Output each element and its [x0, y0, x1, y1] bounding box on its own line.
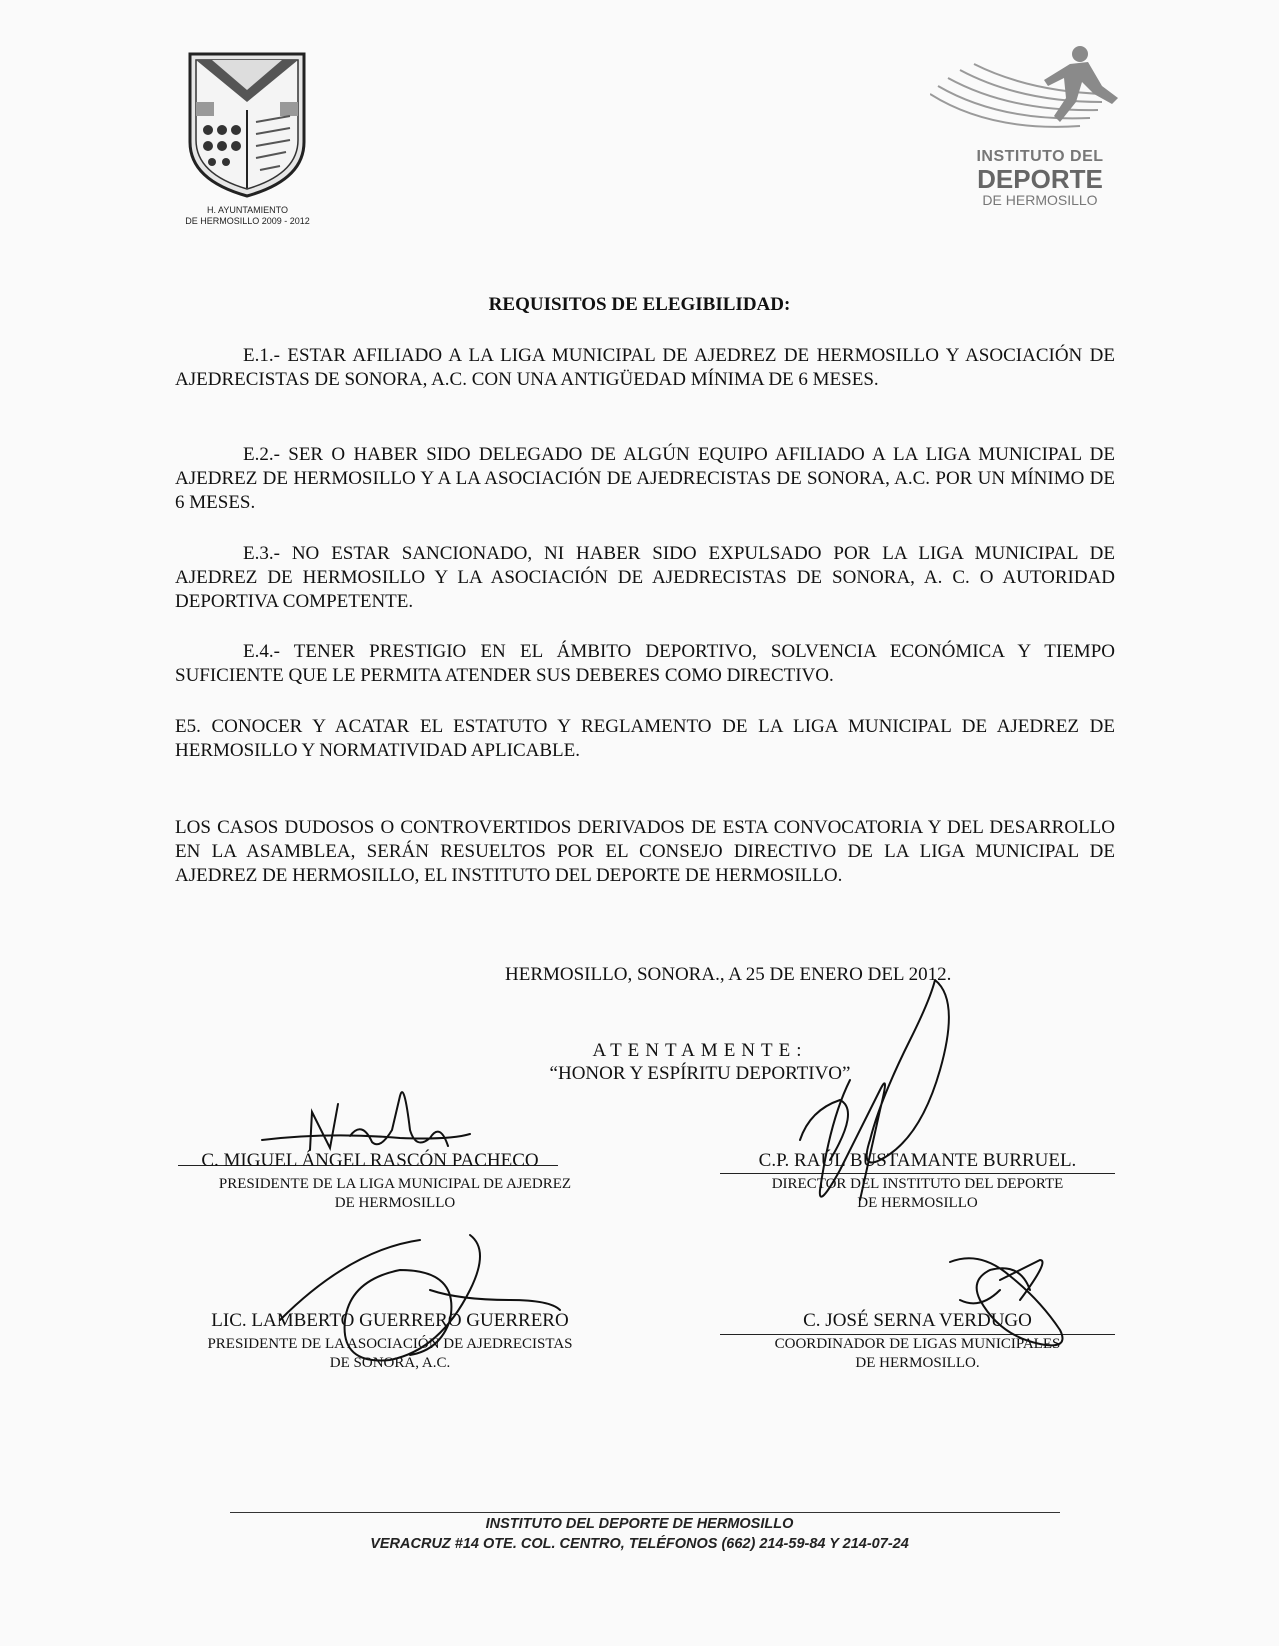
signature-serna	[950, 1258, 1063, 1345]
idh-logo-text	[960, 148, 1120, 208]
signatory-role-rascon	[160, 1175, 630, 1213]
requirement-e5: E5. CONOCER Y ACATAR EL ESTATUTO Y REGLAMENTO DE LA LIGA MUNICIPAL DE AJEDREZ DE HERMOSILLO Y NORMATIVIDAD APLICABLE.	[175, 716, 1115, 761]
footer-institution: INSTITUTO DEL DEPORTE DE HERMOSILLO	[485, 1516, 794, 1532]
footer-rule	[230, 1512, 1060, 1513]
signatory-role-bustamante-line1: DIRECTOR DEL INSTITUTO DEL DEPORTE	[771, 1176, 1064, 1192]
signature-line-bustamante	[720, 1173, 1115, 1174]
requirement-e2: E.2.- SER O HABER SIDO DELEGADO DE ALGÚN EQUIPO AFILIADO A LA LIGA MUNICIPAL DE AJEDREZ DE HERMOSILLO Y A LA ASOCIACIÓN DE AJEDRECISTAS DE SONORA, A.C. POR UN MÍNIMO DE 6 MESES.	[175, 444, 1115, 513]
signatory-name-rascon: C. MIGUEL ÁNGEL RASCÓN PACHECO	[201, 1150, 539, 1171]
signatory-role-rascon-line2: DE HERMOSILLO	[334, 1195, 456, 1211]
signature-rascon	[262, 1092, 470, 1150]
disputes-clause: LOS CASOS DUDOSOS O CONTROVERTIDOS DERIVADOS DE ESTA CONVOCATORIA Y DEL DESARROLLO EN LA ASAMBLEA, SERÁN RESUELTOS POR EL CONSEJO DIRECTIVO DE LA LIGA MUNICIPAL DE AJEDREZ DE HERMOSILLO, EL INSTITUTO DEL DEPORTE DE HERMOSILLO.	[175, 817, 1115, 886]
signatory-role-serna	[715, 1335, 1120, 1373]
idh-logo-line3: DE HERMOSILLO	[982, 192, 1098, 208]
signatory-role-guerrero	[150, 1335, 630, 1373]
signatory-role-bustamante-line2: DE HERMOSILLO	[857, 1195, 978, 1211]
requirement-e4: E.4.- TENER PRESTIGIO EN EL ÁMBITO DEPORTIVO, SOLVENCIA ECONÓMICA Y TIEMPO SUFICIENTE QUE LE PERMITA ATENDER SUS DEBERES COMO DIRECTIVO.	[175, 641, 1115, 686]
signatory-role-guerrero-line1: PRESIDENTE DE LA ASOCIACIÓN DE AJEDRECISTAS	[207, 1336, 573, 1352]
signatory-role-serna-line2: DE HERMOSILLO.	[855, 1355, 980, 1371]
idh-logo-line2: DEPORTE	[977, 164, 1103, 194]
document-date: HERMOSILLO, SONORA., A 25 DE ENERO DEL 2012.	[505, 964, 952, 985]
signatory-name-serna: C. JOSÉ SERNA VERDUGO	[803, 1310, 1032, 1331]
municipal-crest-logo	[182, 50, 312, 200]
closing-motto: “HONOR Y ESPÍRITU DEPORTIVO”	[549, 1063, 851, 1084]
closing-atentamente: ATENTAMENTE:	[592, 1040, 808, 1061]
crest-caption-line1: H. AYUNTAMIENTO	[206, 205, 288, 215]
idh-logo-line1: INSTITUTO DEL	[976, 148, 1104, 165]
crest-caption	[160, 205, 335, 227]
signatory-name-bustamante: C.P. RAÚL BUSTAMANTE BURRUEL.	[758, 1150, 1077, 1171]
requirement-e1: E.1.- ESTAR AFILIADO A LA LIGA MUNICIPAL DE AJEDREZ DE HERMOSILLO Y ASOCIACIÓN DE AJEDRECISTAS DE SONORA, A.C. CON UNA ANTIGÜEDAD MÍNIMA DE 6 MESES.	[175, 345, 1115, 390]
signatory-role-bustamante	[715, 1175, 1120, 1213]
footer-address: VERACRUZ #14 OTE. COL. CENTRO, TELÉFONOS (662) 214-59-84 Y 214-07-24	[370, 1536, 909, 1552]
signatory-role-rascon-line1: PRESIDENTE DE LA LIGA MUNICIPAL DE AJEDREZ	[218, 1176, 572, 1192]
signatory-role-serna-line1: COORDINADOR DE LIGAS MUNICIPALES	[774, 1336, 1061, 1352]
document-title: REQUISITOS DE ELEGIBILIDAD:	[488, 294, 791, 315]
signatory-name-guerrero: LIC. LAMBERTO GUERRERO GUERRERO	[211, 1310, 569, 1331]
runner-swoosh-icon	[930, 42, 1130, 152]
requirement-e3: E.3.- NO ESTAR SANCIONADO, NI HABER SIDO EXPULSADO POR LA LIGA MUNICIPAL DE AJEDREZ DE HERMOSILLO Y LA ASOCIACIÓN DE AJEDRECISTAS DE SONORA, A. C. O AUTORIDAD DEPORTIVA COMPETENTE.	[175, 543, 1115, 612]
crest-caption-line2: DE HERMOSILLO 2009 - 2012	[185, 216, 310, 226]
signatory-role-guerrero-line2: DE SONORA, A.C.	[329, 1355, 451, 1371]
